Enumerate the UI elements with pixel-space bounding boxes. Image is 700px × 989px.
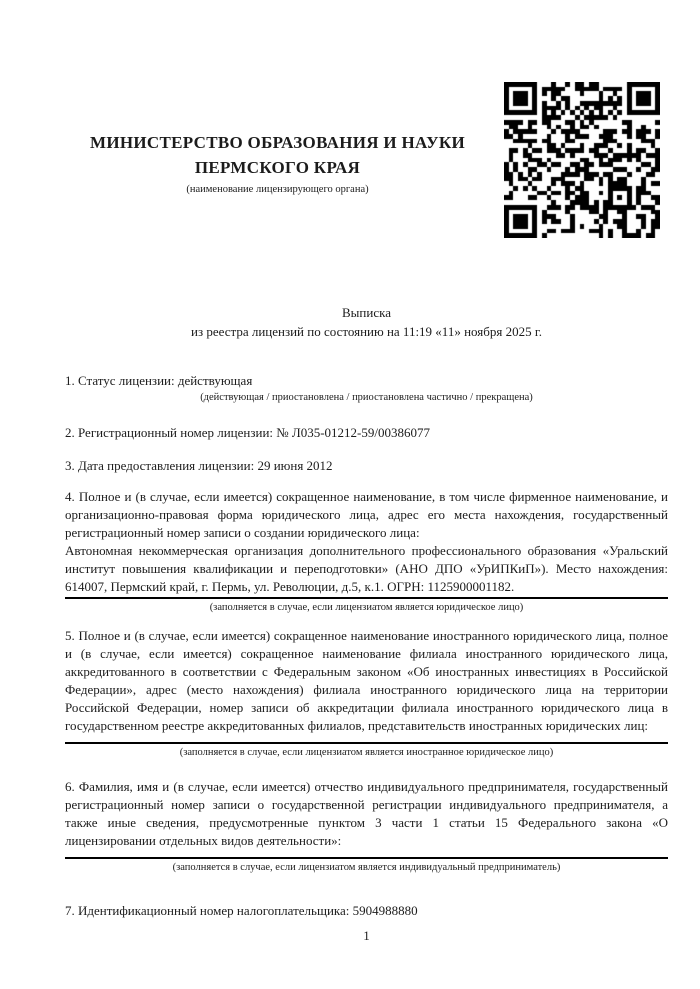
grant-date-text: 3. Дата предоставления лицензии: 29 июня 2012	[65, 458, 333, 473]
taxpayer-number-text: 7. Идентификационный номер налогоплательщика: 5904988880	[65, 903, 418, 918]
ministry-name-line1: МИНИСТЕРСТВО ОБРАЗОВАНИЯ И НАУКИ	[89, 133, 466, 152]
field-foreign-entity	[65, 627, 668, 759]
qr-code-icon	[504, 82, 660, 238]
ministry-name-line2: ПЕРМСКОГО КРАЯ	[194, 158, 361, 177]
document-title	[65, 304, 668, 341]
license-status-note: (действующая / приостановлена / приостановлена частично / прекращена)	[200, 392, 533, 403]
legal-entity-underline	[65, 597, 668, 599]
field-individual-entrepreneur	[65, 778, 668, 874]
field-registration-number	[65, 424, 668, 441]
document-header	[0, 0, 700, 240]
individual-entrepreneur-note: (заполняется в случае, если лицензиатом является индивидуальный предприниматель)	[172, 862, 561, 873]
field-taxpayer-number	[65, 902, 668, 919]
license-status-text: 1. Статус лицензии: действующая	[65, 373, 253, 388]
field-license-status	[65, 372, 668, 404]
foreign-entity-note: (заполняется в случае, если лицензиатом является иностранное юридическое лицо)	[179, 747, 554, 758]
foreign-entity-label: 5. Полное и (в случае, если имеется) сокращенное наименование иностранного юридического лица, полное и (в случае, если имеется) сокращенное наименование филиала иностранного юридического лица, аккредитованного в соответствии с Федеральным законом «Об иностранных инвестициях в Российской Федерации», адрес (место нахождения) филиала иностранного юридического лица на территории Российской Федерации, номер записи об аккредитации филиала иностранного юридического лица в государственном реестре аккредитованных филиалов, представительств иностранных юридических лиц:	[65, 628, 668, 733]
field-legal-entity	[65, 488, 668, 614]
field-grant-date	[65, 457, 668, 474]
legal-entity-note: (заполняется в случае, если лицензиатом является юридическое лицо)	[209, 602, 524, 613]
legal-entity-label: 4. Полное и (в случае, если имеется) сокращенное наименование, в том числе фирменное наименование, и организационно-правовая форма юридического лица, адрес его места нахождения, государственный регистрационный номер записи о создании юридического лица:	[65, 489, 668, 540]
title-line1: Выписка	[342, 305, 391, 320]
individual-entrepreneur-label: 6. Фамилия, имя и (в случае, если имеется) отчество индивидуального предпринимателя, государственный регистрационный номер записи о государственной регистрации индивидуального предпринимателя, а также иные сведения, предусмотренные пунктом 3 части 1 статьи 15 Федерального закона «О лицензировании отдельных видов деятельности»:	[65, 779, 668, 848]
authority-caption: (наименование лицензирующего органа)	[186, 184, 369, 195]
document-body	[0, 304, 700, 919]
individual-entrepreneur-underline	[65, 850, 668, 859]
title-line2: из реестра лицензий по состоянию на 11:19 «11» ноября 2025 г.	[191, 323, 542, 339]
foreign-entity-underline	[65, 735, 668, 744]
registration-number-text: 2. Регистрационный номер лицензии: № Л035-01212-59/00386077	[65, 425, 431, 440]
licensing-authority-block	[65, 130, 490, 196]
page-number: 1	[363, 928, 370, 943]
legal-entity-value: Автономная некоммерческая организация дополнительного профессионального образования «Уральский институт повышения квалификации и переподготовки» (АНО ДПО «УрИПКиП»). Место нахождения: 614007, Пермский край, г. Пермь, ул. Революции, д.5, к.1. ОГРН: 1125900001182.	[65, 543, 668, 594]
